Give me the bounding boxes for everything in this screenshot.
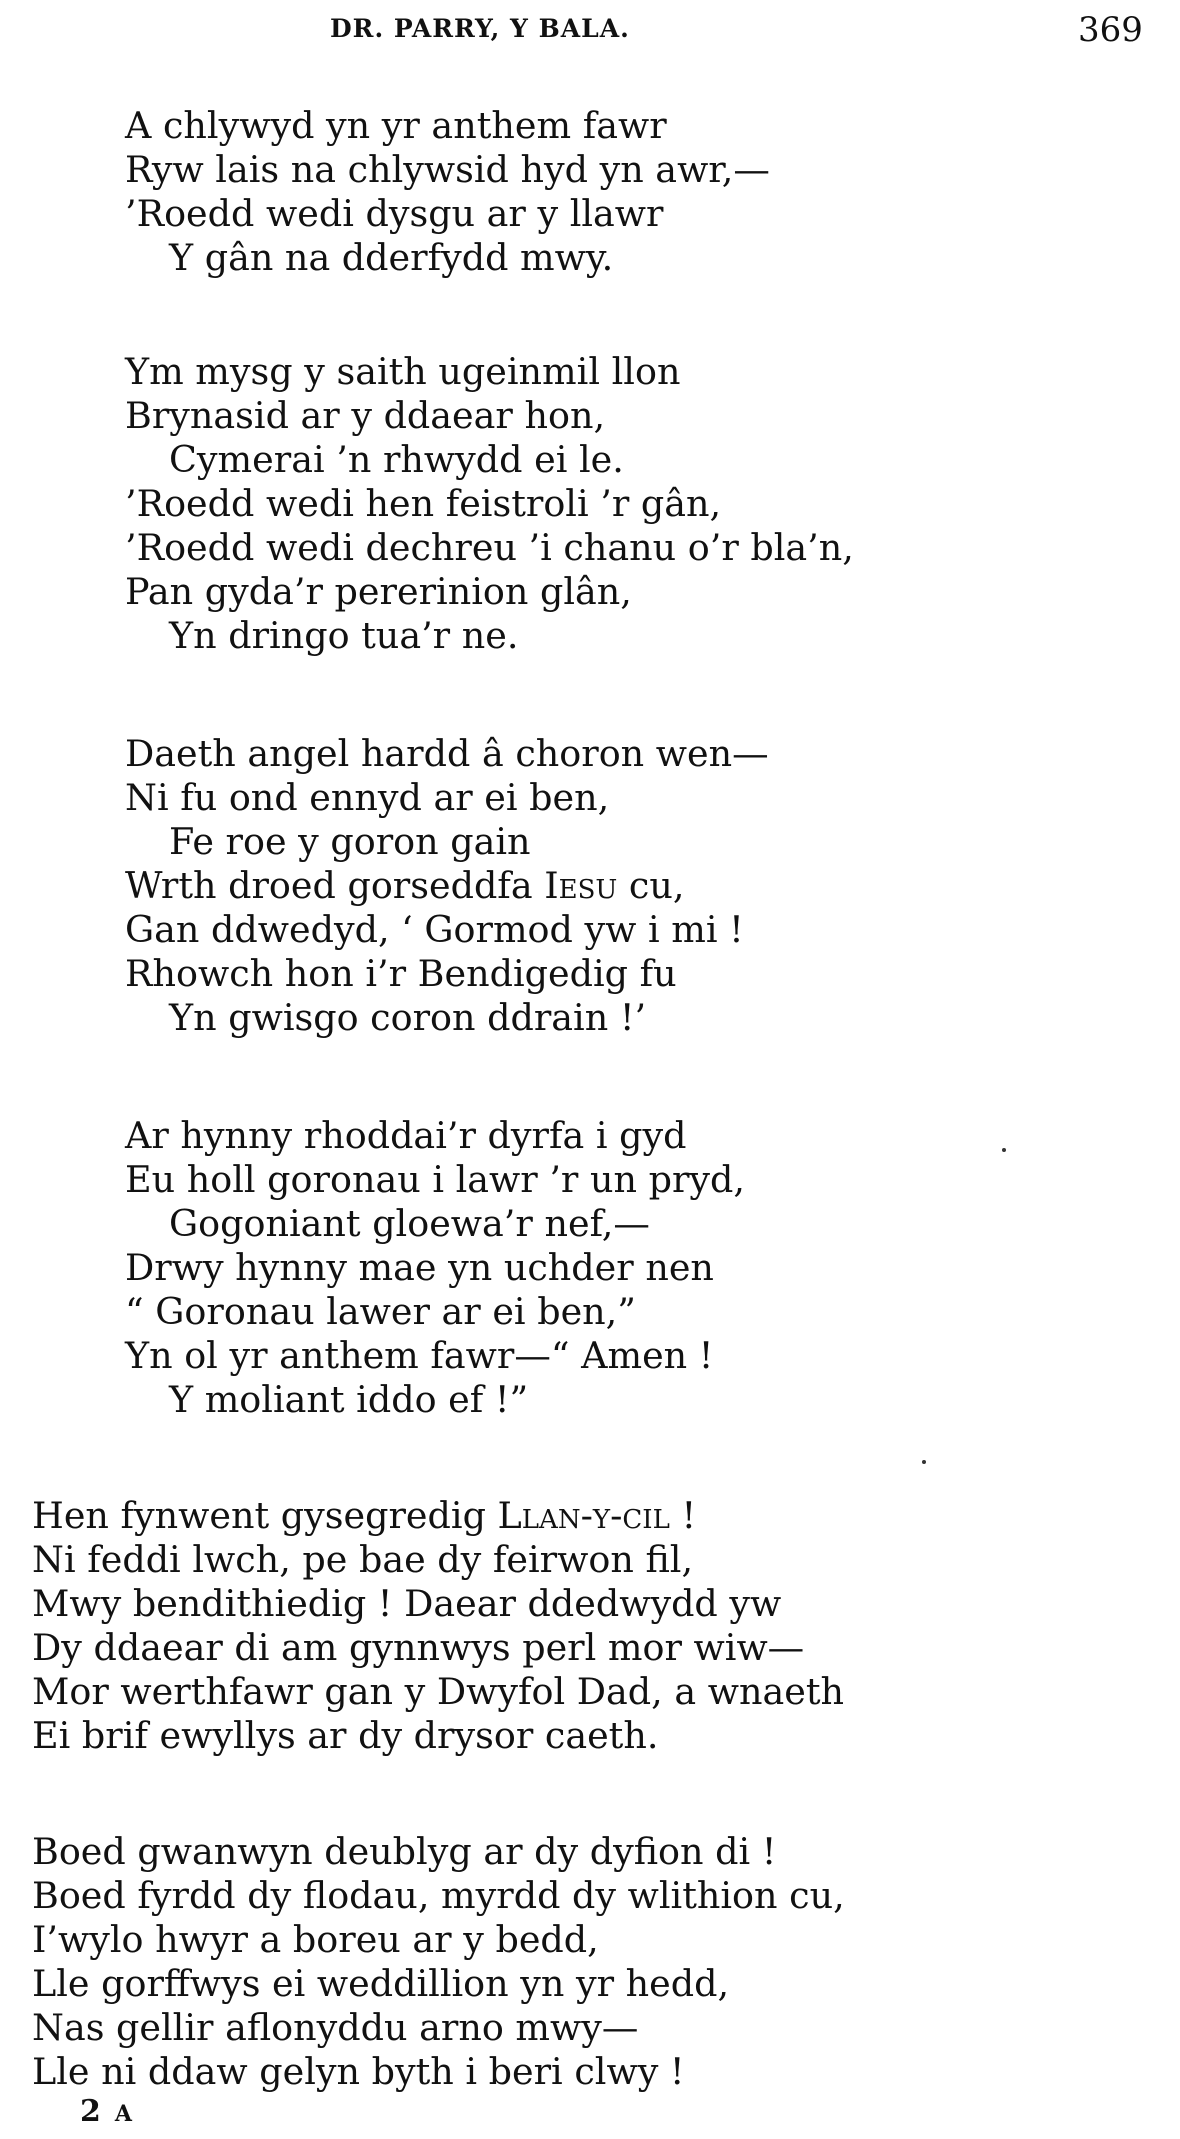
- verse-line: ’Roedd wedi dysgu ar y llawr: [125, 192, 664, 235]
- stanza-4: [125, 1114, 745, 1422]
- verse-line: Boed fyrdd dy flodau, myrdd dy wlithion cu,: [32, 1874, 845, 1917]
- stanza-1: [125, 104, 770, 280]
- page-number: 369: [1078, 10, 1143, 50]
- verse-line: [32, 1494, 844, 1538]
- verse-line: Ni fu ond ennyd ar ei ben,: [125, 776, 610, 819]
- verse-line: ’Roedd wedi dechreu ’i chanu o’r bla’n,: [125, 526, 854, 569]
- verse-line: Mwy bendithiedig ! Daear ddedwydd yw: [32, 1582, 782, 1625]
- place-name: Llan-y-cil: [497, 1494, 670, 1537]
- verse-line: Drwy hynny mae yn uchder nen: [125, 1246, 714, 1289]
- signature-letter: A: [114, 2101, 132, 2127]
- verse-line: Y moliant iddo ef !”: [169, 1378, 529, 1421]
- signature-mark: [80, 2094, 132, 2129]
- verse-line: Brynasid ar y ddaear hon,: [125, 394, 606, 437]
- verse-line: Eu holl goronau i lawr ’r un pryd,: [125, 1158, 746, 1201]
- stanza-3: [125, 732, 769, 1040]
- verse-line-text: cu,: [617, 864, 685, 907]
- running-header: DR. PARRY, Y BALA.: [330, 14, 630, 43]
- verse-line: Dy ddaear di am gynnwys perl mor wiw—: [32, 1626, 805, 1669]
- verse-line: Yn dringo tua’r ne.: [169, 614, 519, 657]
- signature-number: 2: [80, 2094, 101, 2129]
- verse-line: Mor werthfawr gan y Dwyfol Dad, a wnaeth: [32, 1670, 845, 1713]
- stanza-5: [32, 1494, 844, 1758]
- stanza-6: [32, 1830, 845, 2094]
- stanza-2: [125, 350, 854, 658]
- verse-line: Rhowch hon i’r Bendigedig fu: [125, 952, 677, 995]
- verse-line: Cymerai ’n rhwydd ei le.: [169, 438, 624, 481]
- verse-line: Gogoniant gloewa’r nef,—: [169, 1202, 650, 1245]
- print-speck: [1002, 1148, 1006, 1152]
- print-speck: [922, 1460, 926, 1464]
- verse-line: Ar hynny rhoddai’r dyrfa i gyd: [125, 1114, 687, 1157]
- verse-line: Ni feddi lwch, pe bae dy feirwon fil,: [32, 1538, 694, 1581]
- verse-line: Pan gyda’r pererinion glân,: [125, 570, 632, 613]
- verse-line: Daeth angel hardd â choron wen—: [125, 732, 769, 775]
- verse-line-text: !: [669, 1494, 697, 1537]
- verse-line: Boed gwanwyn deublyg ar dy dyfion di !: [32, 1830, 777, 1873]
- verse-line: Yn ol yr anthem fawr—“ Amen !: [125, 1334, 714, 1377]
- verse-line: Fe roe y goron gain: [169, 820, 531, 863]
- verse-line: Ym mysg y saith ugeinmil llon: [125, 350, 681, 393]
- verse-line-text: Wrth droed gorseddfa: [125, 864, 545, 907]
- verse-line: [125, 864, 769, 908]
- verse-line: Lle ni ddaw gelyn byth i beri clwy !: [32, 2050, 685, 2093]
- verse-line: A chlywyd yn yr anthem fawr: [125, 104, 667, 147]
- verse-line: “ Goronau lawer ar ei ben,”: [125, 1290, 636, 1333]
- verse-line: Lle gorffwys ei weddillion yn yr hedd,: [32, 1962, 730, 2005]
- verse-line: Ryw lais na chlywsid hyd yn awr,—: [125, 148, 770, 191]
- verse-line: Yn gwisgo coron ddrain !’: [169, 996, 647, 1039]
- verse-line: ’Roedd wedi hen feistroli ’r gân,: [125, 482, 722, 525]
- verse-line-text: Hen fynwent gysegredig: [32, 1494, 498, 1537]
- verse-line: Nas gellir aflonyddu arno mwy—: [32, 2006, 639, 2049]
- sacred-name: Iesu: [544, 864, 618, 907]
- verse-line: I’wylo hwyr a boreu ar y bedd,: [32, 1918, 599, 1961]
- verse-line: Gan ddwedyd, ‘ Gormod yw i mi !: [125, 908, 744, 951]
- verse-line: Y gân na dderfydd mwy.: [169, 236, 614, 279]
- verse-line: Ei brif ewyllys ar dy drysor caeth.: [32, 1714, 659, 1757]
